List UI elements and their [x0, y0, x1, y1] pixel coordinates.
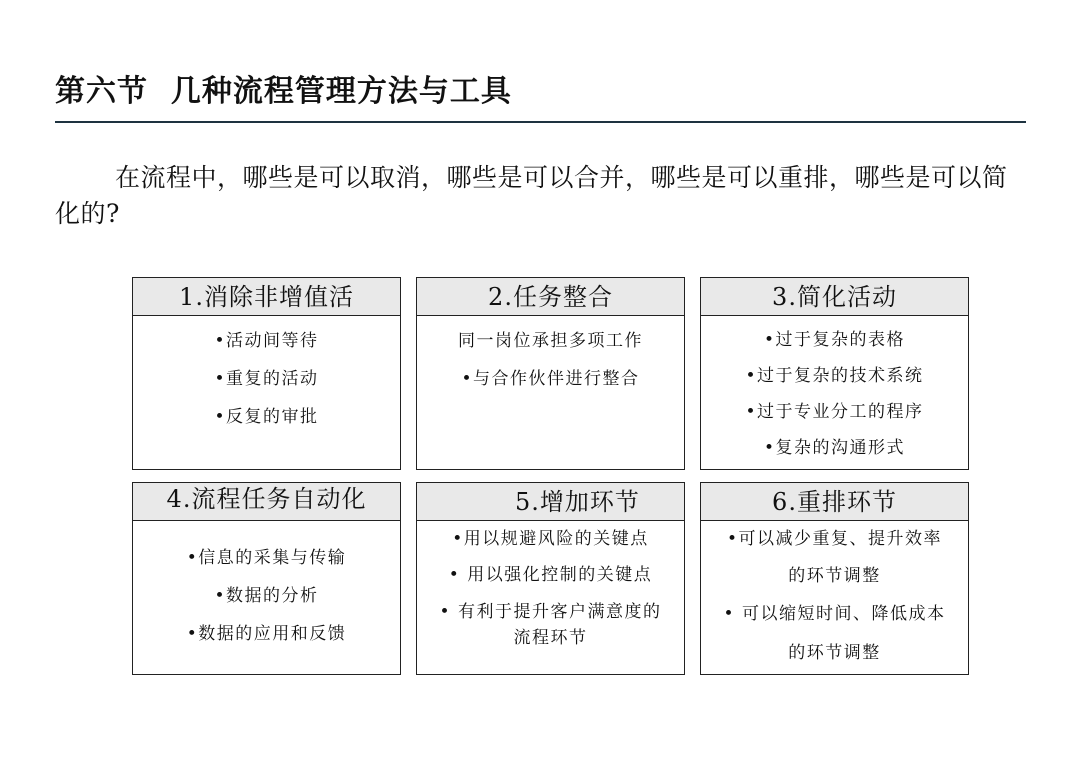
card-title: 3.简化活动: [701, 278, 968, 316]
card-task-integration: [416, 277, 685, 470]
card-simplify-activities: [700, 277, 969, 470]
card-reorder-steps: [700, 482, 969, 675]
card-title: 1.消除非增值活: [133, 278, 400, 316]
card-title: 6.重排环节: [701, 483, 968, 521]
card-item-list: [701, 316, 968, 466]
card-item-list: [133, 521, 400, 653]
list-item: • 用以强化控制的关键点: [448, 565, 653, 585]
list-item: •数据的应用和反馈: [186, 624, 347, 644]
card-eliminate-non-value-activities: [132, 277, 401, 470]
list-item: •过于复杂的表格: [763, 330, 906, 350]
list-item: • 可以缩短时间、降低成本的环节调整: [723, 604, 946, 663]
list-item: •数据的分析: [214, 586, 319, 606]
list-item: •可以减少重复、提升效率的环节调整: [726, 529, 943, 586]
card-add-steps: [416, 482, 685, 675]
card-item-list: [417, 521, 684, 651]
list-item: •活动间等待: [214, 331, 319, 351]
list-item: •与合作伙伴进行整合: [461, 369, 640, 389]
card-item-list: [701, 521, 968, 673]
intro-paragraph: 在流程中，哪些是可以取消，哪些是可以合并，哪些是可以重排，哪些是可以简化的?: [55, 163, 1008, 228]
list-item: •过于复杂的技术系统: [745, 366, 924, 386]
card-item-list: [417, 316, 684, 398]
card-title-text: 4.流程任务自动化: [166, 485, 367, 513]
card-title: 2.任务整合: [417, 278, 684, 316]
list-item: •重复的活动: [214, 369, 319, 389]
section-heading: 第六节 几种流程管理方法与工具: [55, 74, 512, 109]
card-title: 5.增加环节: [417, 483, 684, 521]
card-item-list: [133, 316, 400, 436]
card-process-automation: [132, 482, 401, 675]
list-item: •复杂的沟通形式: [763, 438, 906, 458]
list-item: • 有利于提升客户满意度的流程环节: [439, 602, 662, 648]
list-item: •信息的采集与传输: [186, 548, 347, 568]
list-item: •用以规避风险的关键点: [452, 529, 649, 549]
list-item: •反复的审批: [214, 407, 319, 427]
list-item: •过于专业分工的程序: [745, 402, 924, 422]
heading-divider: [55, 121, 1026, 123]
list-item: 同一岗位承担多项工作: [458, 331, 643, 351]
card-title: [133, 483, 400, 521]
